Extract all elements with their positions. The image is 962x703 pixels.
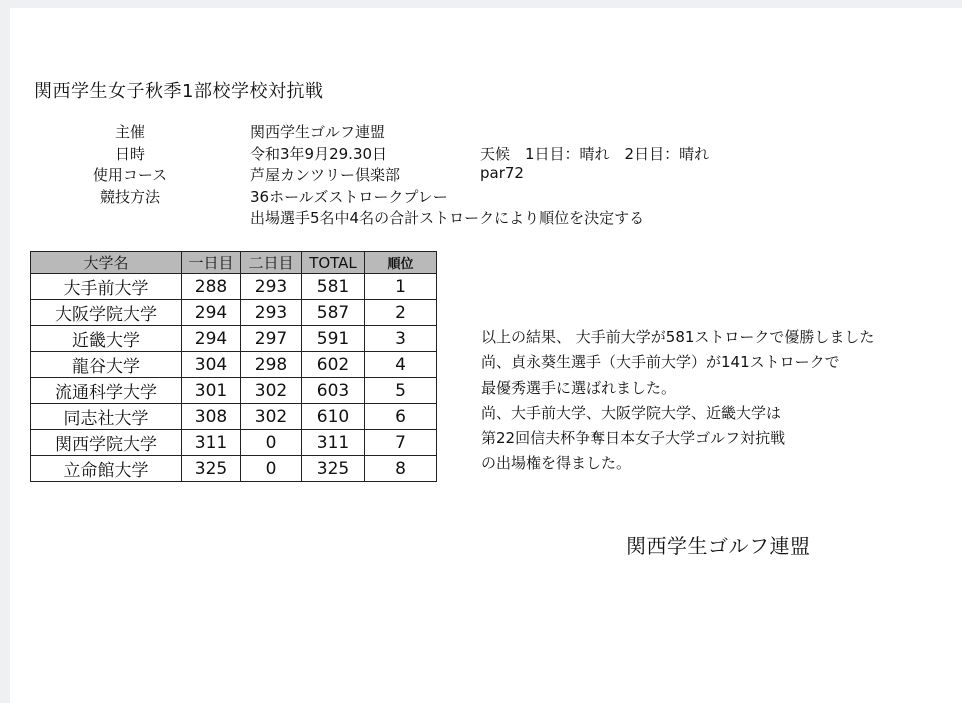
- organizer-value: 関西学生ゴルフ連盟: [250, 123, 386, 141]
- day1-score: 304: [182, 352, 241, 378]
- day1-score: 294: [182, 300, 241, 326]
- date-value: 令和3年9月29.30日: [250, 145, 388, 163]
- table-row: [31, 378, 437, 404]
- total-score: 610: [302, 404, 365, 430]
- date-label: 日時: [114, 145, 145, 163]
- day2-score: 298: [241, 352, 302, 378]
- total-score: 591: [302, 326, 365, 352]
- day2-score: 302: [241, 378, 302, 404]
- document-page: [10, 8, 962, 703]
- par-text: par72: [480, 164, 524, 182]
- result-line: 尚、大手前大学、大阪学院大学、近畿大学は: [481, 403, 782, 422]
- header-total: TOTAL: [302, 252, 365, 274]
- university-name: 大手前大学: [31, 274, 182, 300]
- university-name: 関西学院大学: [31, 430, 182, 456]
- format-label: 競技方法: [99, 188, 160, 206]
- university-name: 龍谷大学: [31, 352, 182, 378]
- table-row: [31, 430, 437, 456]
- day2-score: 0: [241, 430, 302, 456]
- page-title: 関西学生女子秋季1部校学校対抗戦: [34, 81, 324, 102]
- header-university: 大学名: [31, 252, 182, 274]
- result-line: 以上の結果、 大手前大学が581ストロークで優勝しました: [481, 328, 875, 346]
- day2-score: 0: [241, 456, 302, 482]
- rank: 8: [365, 456, 437, 482]
- university-name: 近畿大学: [31, 326, 182, 352]
- day2-score: 293: [241, 274, 302, 300]
- day1-score: 325: [182, 456, 241, 482]
- total-score: 311: [302, 430, 365, 456]
- result-line: の出場権を得ました。: [481, 454, 632, 473]
- day2-score: 302: [241, 404, 302, 430]
- rank: 1: [365, 274, 437, 300]
- table-row: [31, 326, 437, 352]
- results-table: [30, 251, 437, 482]
- total-score: 581: [302, 274, 365, 300]
- table-row: [31, 456, 437, 482]
- rank: 6: [365, 404, 437, 430]
- table-row: [31, 300, 437, 326]
- university-name: 同志社大学: [31, 404, 182, 430]
- table-header-row: [31, 252, 437, 274]
- table-row: [31, 352, 437, 378]
- university-name: 立命館大学: [31, 456, 182, 482]
- course-value: 芦屋カンツリー倶楽部: [250, 166, 401, 184]
- rank: 3: [365, 326, 437, 352]
- rank: 7: [365, 430, 437, 456]
- rank: 2: [365, 300, 437, 326]
- day1-score: 311: [182, 430, 241, 456]
- total-score: 602: [302, 352, 365, 378]
- header-day1: 一日目: [182, 252, 241, 274]
- day2-score: 293: [241, 300, 302, 326]
- organizer-label: 主催: [114, 123, 145, 141]
- university-name: 流通科学大学: [31, 378, 182, 404]
- total-score: 603: [302, 378, 365, 404]
- organizer-signature: 関西学生ゴルフ連盟: [626, 534, 811, 558]
- table-row: [31, 404, 437, 430]
- result-line: 最優秀選手に選ばれました。: [481, 378, 677, 397]
- rank: 4: [365, 352, 437, 378]
- day1-score: 301: [182, 378, 241, 404]
- total-score: 325: [302, 456, 365, 482]
- weather-text: 天候 1日目：晴れ 2日目：晴れ: [480, 145, 710, 163]
- result-line: 第22回信夫杯争奪日本女子大学ゴルフ対抗戦: [481, 429, 786, 448]
- total-score: 587: [302, 300, 365, 326]
- rank: 5: [365, 378, 437, 404]
- format-note: 出場選手5名中4名の合計ストロークにより順位を決定する: [250, 209, 645, 227]
- day1-score: 288: [182, 274, 241, 300]
- result-line: 尚、貞永葵生選手（大手前大学）が141ストロークで: [481, 353, 840, 372]
- day1-score: 308: [182, 404, 241, 430]
- result-announcement: [481, 325, 874, 477]
- day1-score: 294: [182, 326, 241, 352]
- university-name: 大阪学院大学: [31, 300, 182, 326]
- format-value: 36ホールズストロークプレー: [250, 188, 448, 206]
- table-row: [31, 274, 437, 300]
- day2-score: 297: [241, 326, 302, 352]
- header-day2: 二日目: [241, 252, 302, 274]
- header-rank: 順位: [365, 252, 437, 274]
- course-label: 使用コース: [92, 166, 168, 184]
